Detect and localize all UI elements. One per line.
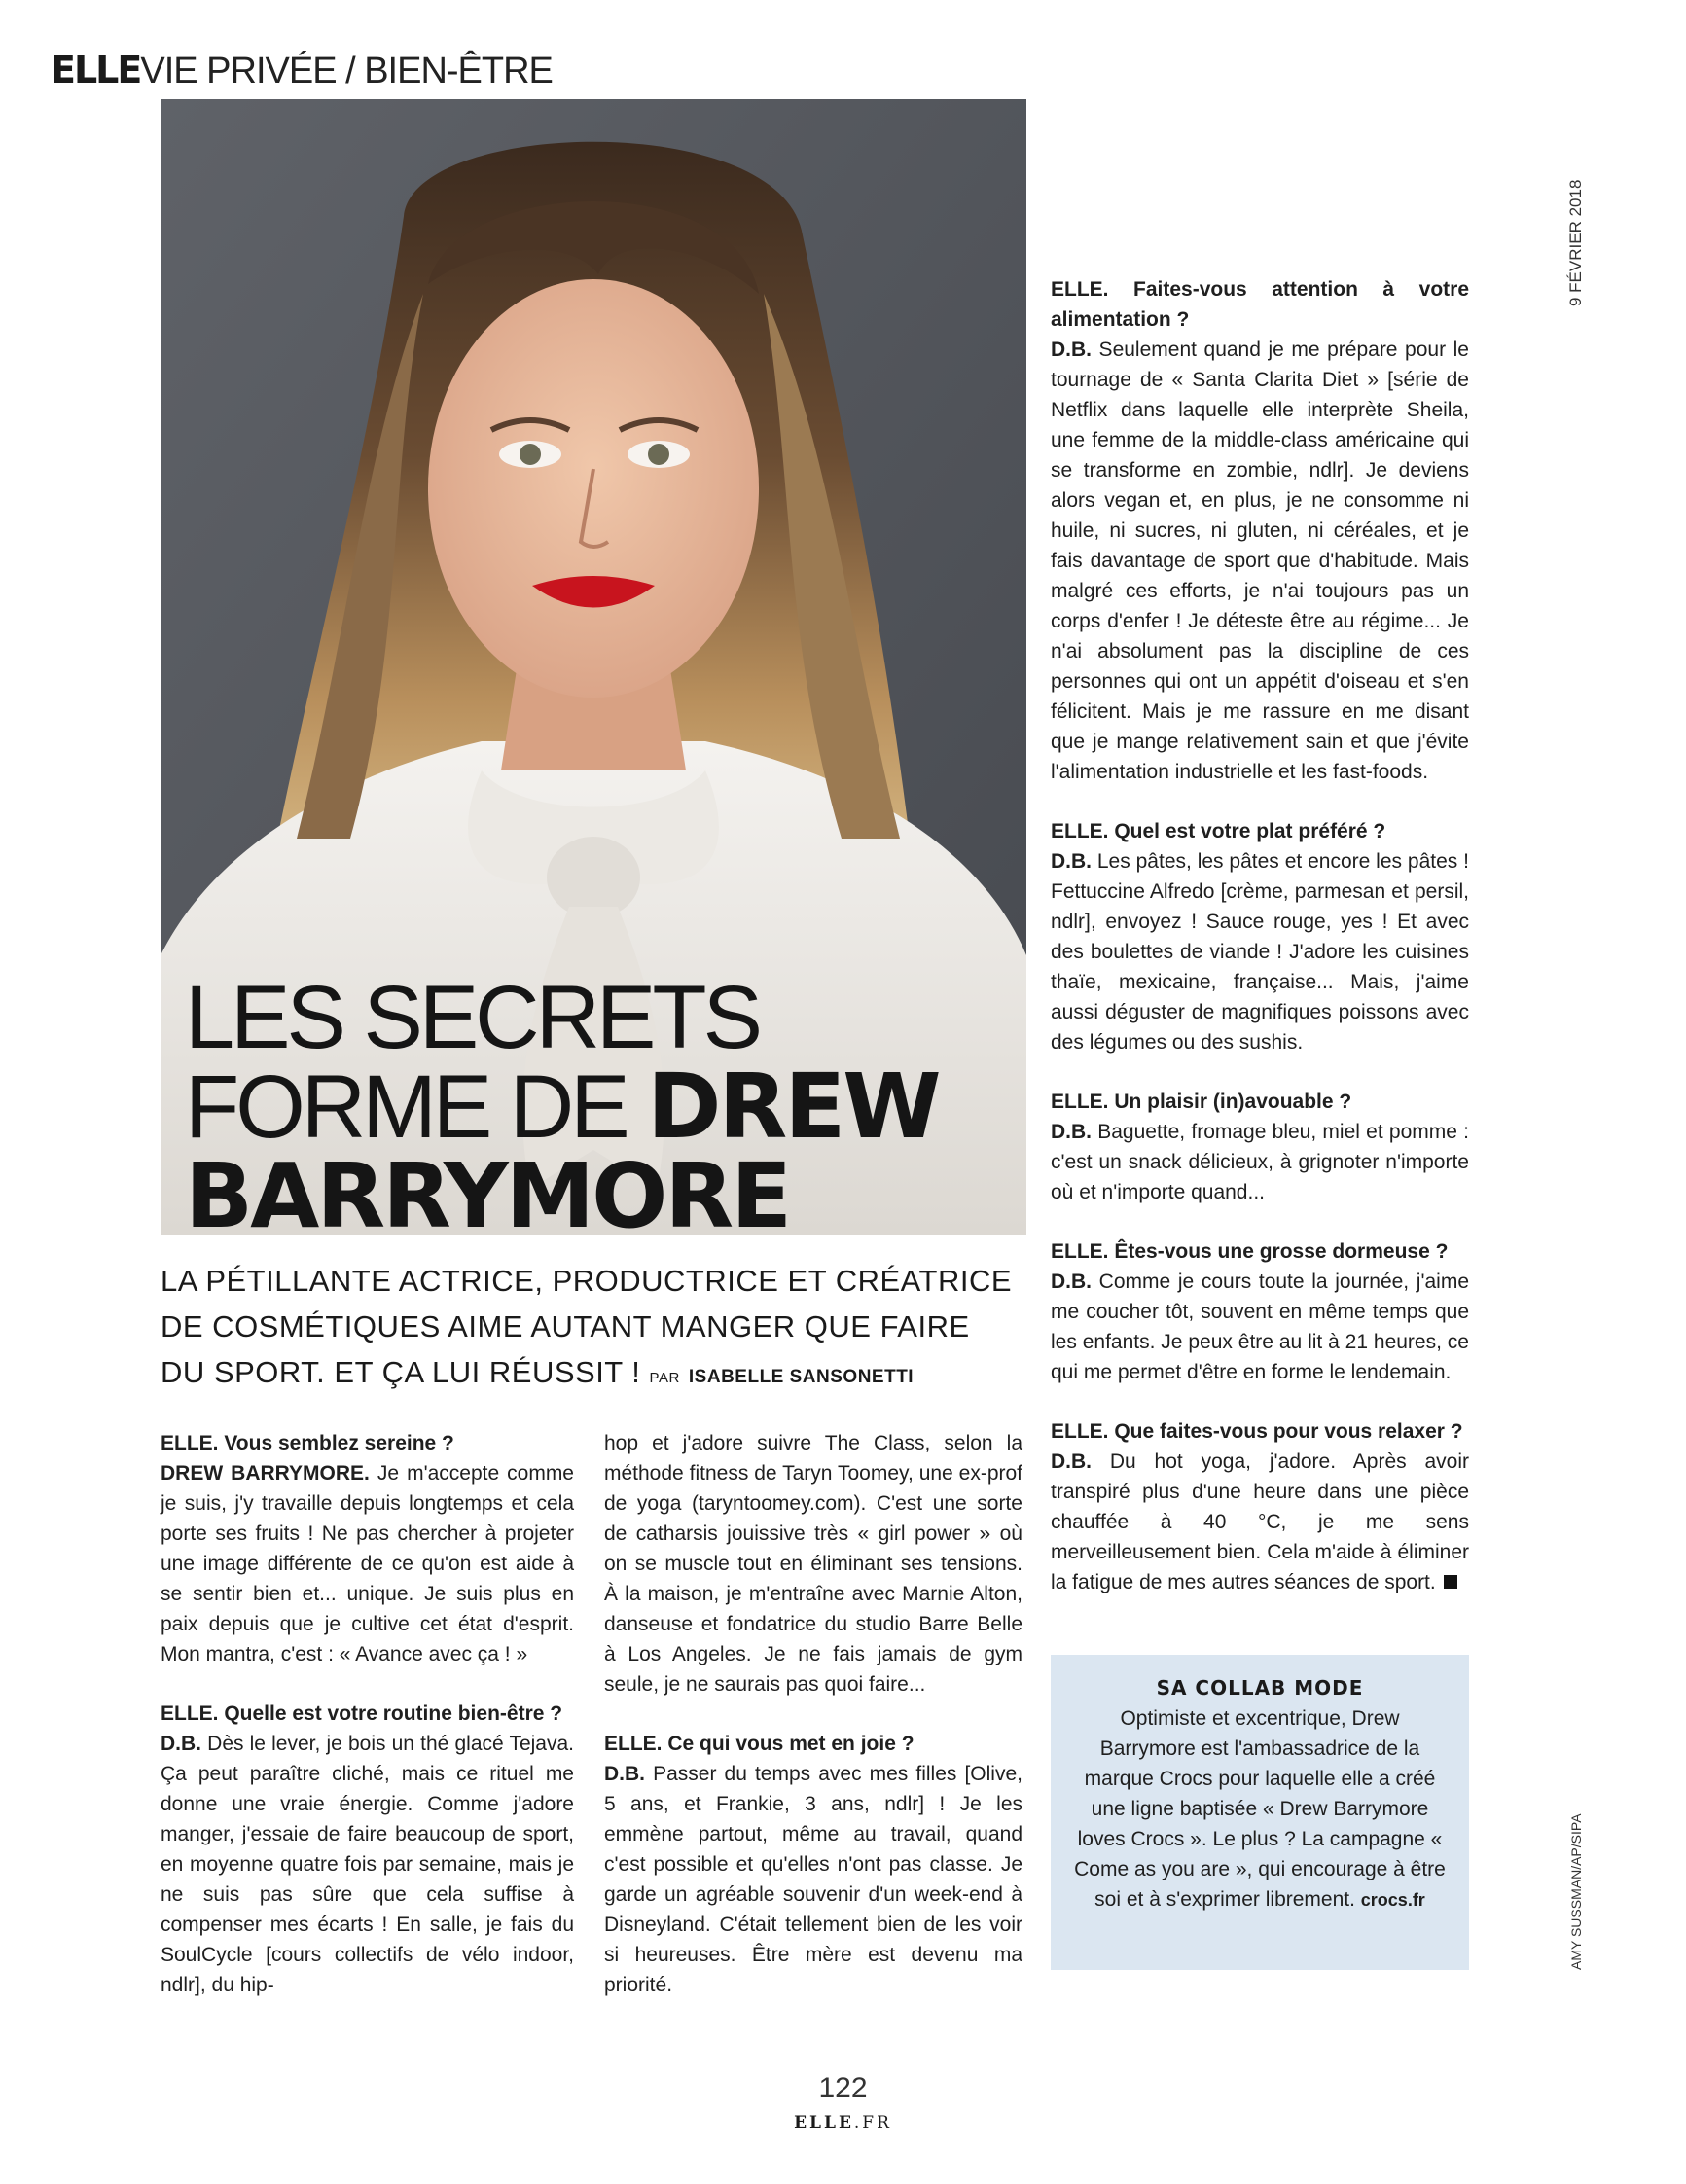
qa-block xyxy=(1051,1416,1469,1597)
collab-body xyxy=(1051,1703,1469,1915)
headline-name-first: DREW xyxy=(647,1055,939,1159)
question: ELLE. Quel est votre plat préféré ? xyxy=(1051,820,1386,842)
qa-block xyxy=(161,1428,574,1669)
section-header xyxy=(51,49,553,92)
byline-prefix: PAR xyxy=(649,1370,680,1386)
column-3 xyxy=(1051,274,1469,1627)
issue-date-vertical xyxy=(1557,161,1596,306)
qa-block xyxy=(1051,816,1469,1057)
question: ELLE. Vous semblez sereine ? xyxy=(161,1432,454,1454)
answer-continued: hop et j'adore suivre The Class, selon la méthode fitness de Taryn Toomey, une ex-prof de yoga (taryntoomey.com). C'est une sorte de catharsis jouissive très « girl power » où on se muscle tout en éliminant ses tensions. À la maison, je m'entraîne avec Marnie Alton, danseuse et fondatrice du studio Barre Belle à Los Angeles. Je ne fais jamais de gym seule, je ne saurais pas quoi faire... xyxy=(604,1432,1022,1696)
answer-speaker: D.B. xyxy=(1051,339,1092,361)
question: ELLE. Que faites-vous pour vous relaxer ? xyxy=(1051,1420,1463,1443)
question: ELLE. Ce qui vous met en joie ? xyxy=(604,1733,915,1755)
answer-speaker: D.B. xyxy=(604,1763,645,1785)
collab-text: Optimiste et excentrique, Drew Barrymore est l'ambassadrice de la marque Crocs pour laquelle elle a créé une ligne baptisée « Drew Barrymore loves Crocs ». Le plus ? La campagne « Come as you are », qui encourage à être soi et à s'exprimer librement. xyxy=(1074,1707,1446,1911)
collab-sidebar-box xyxy=(1051,1655,1469,1970)
intro-text: LA PÉTILLANTE ACTRICE, PRODUCTRICE ET CRÉATRICE DE COSMÉTIQUES AIME AUTANT MANGER QUE FAIRE DU SPORT. ET ÇA LUI RÉUSSIT ! xyxy=(161,1264,1013,1389)
qa-block xyxy=(161,1699,574,2000)
column-2 xyxy=(604,1428,1022,2029)
headline-line-1: LES SECRETS xyxy=(185,968,759,1067)
qa-block xyxy=(1051,274,1469,787)
qa-block xyxy=(1051,1236,1469,1387)
answer-speaker: D.B. xyxy=(1051,850,1092,873)
question: ELLE. Êtes-vous une grosse dormeuse ? xyxy=(1051,1240,1449,1263)
answer: Comme je cours toute la journée, j'aime me coucher tôt, souvent en même temps que les enfants. Je peux être au lit à 21 heures, ce qui me permet d'être en forme le lendemain. xyxy=(1051,1271,1469,1383)
footer-brand-name: ELLE xyxy=(794,2113,854,2132)
question: ELLE. Faites-vous attention à votre alimentation ? xyxy=(1051,278,1469,331)
qa-block xyxy=(1051,1087,1469,1207)
answer: Baguette, fromage bleu, miel et pomme : c'est un snack délicieux, à grignoter n'importe où et n'importe quand... xyxy=(1051,1121,1469,1203)
answer-speaker: D.B. xyxy=(1051,1121,1092,1143)
answer: Dès le lever, je bois un thé glacé Tejava. Ça peut paraître cliché, mais ce rituel me donne une vraie énergie. Comme j'adore manger, j'essaie de faire beaucoup de sport, en moyenne quatre fois par semaine, mais je ne suis pas sûre que cela suffise à compenser mes écarts ! En salle, je fais du SoulCycle [cours collectifs de vélo indoor, ndlr], du hip- xyxy=(161,1733,574,1996)
answer: Passer du temps avec mes filles [Olive, 5 ans, et Frankie, 3 ans, ndlr] ! Je les emmène partout, même au travail, quand c'est possible et qu'elles n'ont pas classe. Je garde un agréable souvenir d'un week-end à Disneyland. C'était tellement bien de les voir si heureuses. Être mère est devenu ma priorité. xyxy=(604,1763,1022,1996)
section-name: VIE PRIVÉE / BIEN-ÊTRE xyxy=(140,51,553,91)
answer-speaker: D.B. xyxy=(161,1733,201,1755)
issue-date: 9 FÉVRIER 2018 xyxy=(1566,179,1585,306)
headline-line-2: FORME DE xyxy=(185,1057,648,1157)
answer: Du hot yoga, j'adore. Après avoir transpiré plus d'une heure dans une pièce chauffée à 40 °C, je me sens merveilleusement bien. Cela m'aide à éliminer la fatigue de mes autres séances de sport. xyxy=(1051,1450,1469,1593)
answer-speaker: D.B. xyxy=(1051,1450,1092,1473)
answer: Seulement quand je me prépare pour le tournage de « Santa Clarita Diet » [série de Netflix dans laquelle elle interprète Sheila, une femme de la middle-class américaine qui se transforme en zombie, ndlr]. Je deviens alors vegan et, en plus, je ne consomme ni huile, ni sucres, ni gluten, ni céréales, et je fais davantage de sport que d'habitude. Mais malgré ces efforts, je n'ai toujours pas un corps d'enfer ! Je déteste être au régime... Je n'ai absolument pas la discipline de ces personnes qui ont un appétit d'oiseau et s'en félicitent. Mais je me rassure en me disant que je mange relativement sain et que j'évite l'alimentation industrielle et les fast-foods. xyxy=(1051,339,1469,783)
collab-website: crocs.fr xyxy=(1360,1890,1425,1910)
qa-block xyxy=(604,1729,1022,2000)
magazine-brand: ELLE xyxy=(51,49,141,91)
question: ELLE. Un plaisir (in)avouable ? xyxy=(1051,1091,1352,1113)
footer-brand xyxy=(0,2113,1686,2132)
answer: Je m'accepte comme je suis, j'y travaille depuis longtemps et cela porte ses fruits ! Ne pas chercher à projeter une image différente de ce qu'on est aide à se sentir bien et... unique. Je suis plus en paix depuis que je cultive cet état d'esprit. Mon mantra, c'est : « Avance avec ça ! » xyxy=(161,1462,574,1665)
photo-credit-vertical xyxy=(1557,1814,1596,1970)
photo-credit: AMY SUSSMAN/AP/SIPA xyxy=(1568,1813,1584,1970)
collab-title: SA COLLAB MODE xyxy=(1156,1676,1364,1700)
answer: Les pâtes, les pâtes et encore les pâtes ! Fettuccine Alfredo [crème, parmesan et persil, ndlr], envoyez ! Sauce rouge, yes ! Et avec des boulettes de viande ! J'adore les cuisines thaïe, mexicaine, française... Mais, j'aime aussi déguster de magnifiques poissons avec des légumes ou des sushis. xyxy=(1051,850,1469,1054)
page-number: 122 xyxy=(818,2072,868,2104)
question: ELLE. Quelle est votre routine bien-être ? xyxy=(161,1702,563,1725)
article-intro xyxy=(161,1258,1017,1401)
answer-speaker: D.B. xyxy=(1051,1271,1092,1293)
byline-author: ISABELLE SANSONETTI xyxy=(688,1367,915,1387)
footer-brand-domain: .FR xyxy=(853,2113,892,2132)
end-of-article-square-icon xyxy=(1444,1575,1457,1589)
headline-name-last: BARRYMORE xyxy=(185,1144,790,1248)
answer-speaker: DREW BARRYMORE. xyxy=(161,1462,370,1485)
column-1 xyxy=(161,1428,574,2029)
headline xyxy=(185,968,1022,1248)
